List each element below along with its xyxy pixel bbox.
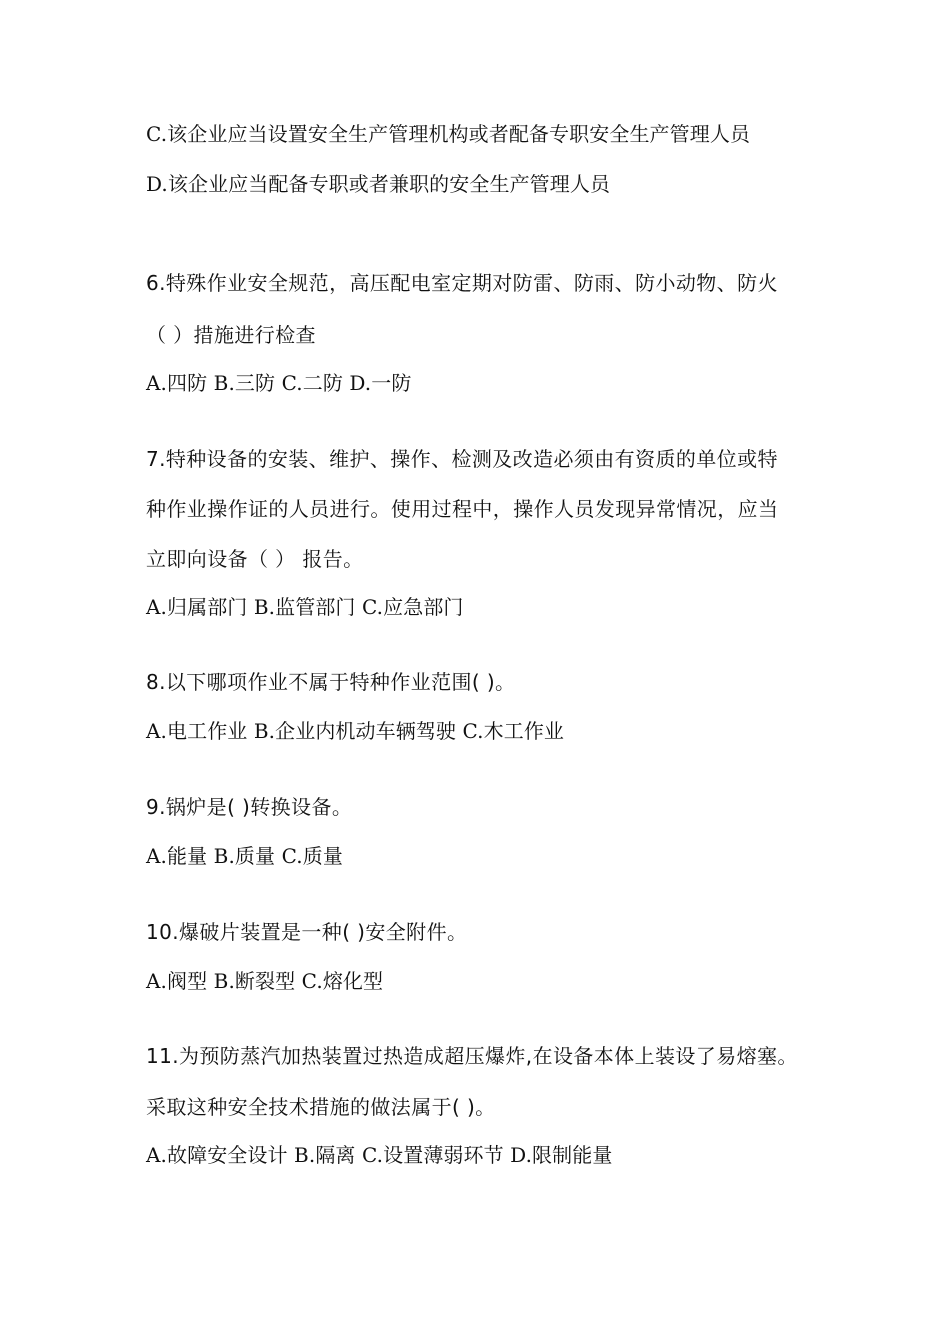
question-7-text-end: 立即向设备（ ） 报告。 xyxy=(146,547,364,571)
question-6-text-continued: （ ）措施进行检查 xyxy=(146,323,316,347)
question-10-text: 10.爆破片装置是一种( )安全附件。 xyxy=(146,920,468,944)
question-11-text: 11.为预防蒸汽加热装置过热造成超压爆炸,在设备本体上装设了易熔塞。 xyxy=(146,1044,798,1068)
question-6-text: 6.特殊作业安全规范，高压配电室定期对防雷、防雨、防小动物、防火 xyxy=(146,271,778,295)
question-10-options: A.阀型 B.断裂型 C.熔化型 xyxy=(146,969,384,993)
question-11-options: A.故障安全设计 B.隔离 C.设置薄弱环节 D.限制能量 xyxy=(146,1143,613,1167)
option-line-d: D.该企业应当配备专职或者兼职的安全生产管理人员 xyxy=(146,172,611,196)
question-9-text: 9.锅炉是( )转换设备。 xyxy=(146,795,353,819)
question-8-text: 8.以下哪项作业不属于特种作业范围( )。 xyxy=(146,670,516,694)
question-6-options: A.四防 B.三防 C.二防 D.一防 xyxy=(146,371,412,395)
question-9-options: A.能量 B.质量 C.质量 xyxy=(146,844,343,868)
question-8-options: A.电工作业 B.企业内机动车辆驾驶 C.木工作业 xyxy=(146,719,565,743)
question-7-text-continued: 种作业操作证的人员进行。使用过程中，操作人员发现异常情况，应当 xyxy=(146,497,779,521)
option-line-c: C.该企业应当设置安全生产管理机构或者配备专职安全生产管理人员 xyxy=(146,122,751,146)
question-11-text-continued: 采取这种安全技术措施的做法属于( )。 xyxy=(146,1095,496,1119)
question-7-text: 7.特种设备的安装、维护、操作、检测及改造必须由有资质的单位或特 xyxy=(146,447,778,471)
question-7-options: A.归属部门 B.监管部门 C.应急部门 xyxy=(146,595,464,619)
